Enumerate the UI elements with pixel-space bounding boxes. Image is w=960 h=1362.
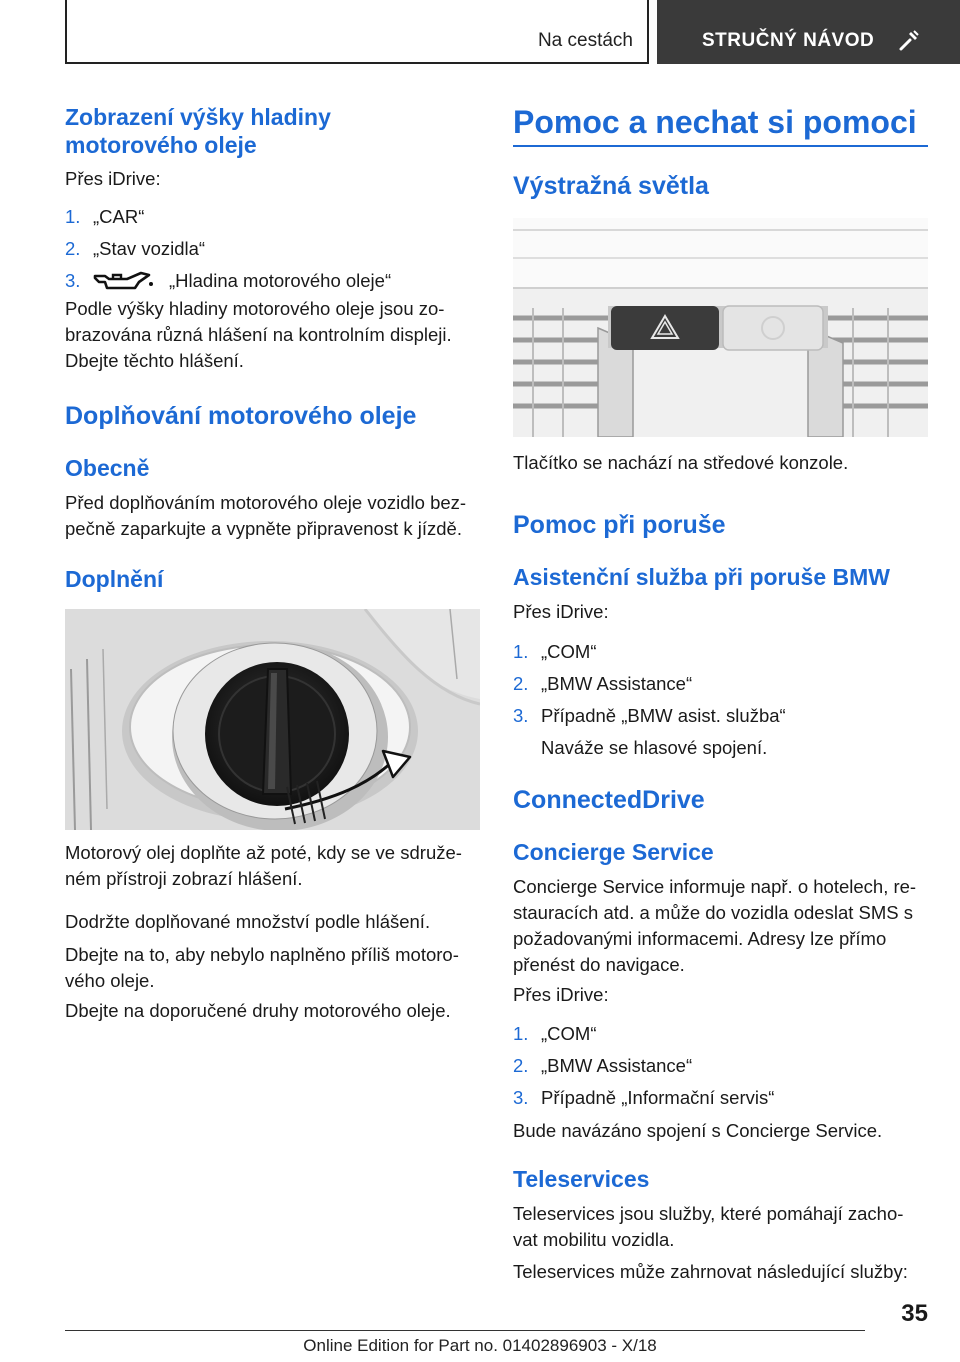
step-number: 1.: [65, 206, 81, 227]
oil-level-steps: [65, 204, 480, 300]
via-idrive-text: Přes iDrive:: [513, 984, 609, 1005]
oil-level-heading: [65, 103, 331, 159]
hazard-button-figure: [513, 218, 928, 437]
paragraph-line: vat mobilitu vozidla.: [513, 1229, 675, 1250]
section-title: Na cestách: [537, 30, 633, 51]
paragraph-line: ném přístroji zobrazí hlášení.: [65, 868, 303, 889]
hazard-button-illustration: [513, 218, 928, 437]
wrench-icon: [897, 28, 921, 52]
list-item: [513, 671, 928, 697]
list-item: [513, 1053, 928, 1079]
step-text: „BMW Assistance“: [541, 1055, 693, 1076]
step-text: „Stav vozidla“: [93, 238, 206, 259]
oil-level-heading-line2: motorového oleje: [65, 132, 257, 158]
oil-level-heading-line1: Zobrazení výšky hladiny: [65, 104, 331, 130]
step-text: „COM“: [541, 1023, 597, 1044]
oil-type-text: Dbejte na doporučené druhy motorového oleje.: [65, 1000, 451, 1021]
concierge-paragraph: [513, 874, 916, 978]
overfill-warning-text: [65, 942, 459, 994]
refill-caption: [65, 840, 462, 892]
oil-filler-cap-illustration: [65, 609, 480, 830]
step-number: 2.: [513, 673, 529, 694]
step-text: „BMW Assistance“: [541, 673, 693, 694]
paragraph-line: Dbejte na to, aby nebylo naplněno příliš motoro-: [65, 944, 459, 965]
step-number: 3.: [513, 705, 529, 726]
paragraph-line: pečně zaparkujte a vypněte připravenost k jízdě.: [65, 518, 462, 539]
teleservices-paragraph: [513, 1201, 903, 1253]
refill-quantity-text: Dodržte doplňované množství podle hlášení.: [65, 911, 431, 932]
section-tab: [65, 0, 649, 64]
paragraph-line: brazována různá hlášení na kontrolním displeji.: [65, 324, 452, 345]
refill-heading: Doplnění: [65, 566, 164, 592]
teleservices-heading: Teleservices: [513, 1166, 650, 1192]
paragraph-line: stauracích atd. a může do vozidla odeslat SMS s: [513, 902, 914, 923]
teleservices-list-intro: Teleservices může zahrnovat následující služby:: [513, 1261, 908, 1282]
oil-filler-cap-figure: [65, 609, 480, 830]
page-number: 35: [901, 1300, 928, 1327]
oil-level-paragraph: [65, 296, 452, 374]
list-item: [65, 236, 480, 262]
paragraph-line: požadovanými informacemi. Adresy lze přímo: [513, 928, 887, 949]
paragraph-line: Motorový olej doplňte až poté, kdy se ve sdruže-: [65, 842, 462, 863]
step-number: 1.: [513, 641, 529, 662]
step-text: „COM“: [541, 641, 597, 662]
step-number: 2.: [513, 1055, 529, 1076]
paragraph-line: vého oleje.: [65, 970, 155, 991]
paragraph-line: Teleservices jsou služby, které pomáhají zacho-: [513, 1203, 904, 1224]
step-text: „CAR“: [93, 206, 145, 227]
step-number: 3.: [65, 270, 81, 291]
guide-tab: [657, 0, 960, 64]
voice-connection-note: Naváže se hlasové spojení.: [541, 737, 768, 758]
general-heading: Obecně: [65, 455, 150, 481]
help-main-heading: Pomoc a nechat si pomoci: [513, 104, 917, 140]
page-header: [0, 0, 960, 66]
list-item: [513, 703, 928, 729]
heading-divider: [513, 145, 928, 147]
list-item: [65, 204, 480, 230]
step-text: „Hladina motorového oleje“: [169, 270, 392, 291]
step-number: 2.: [65, 238, 81, 259]
list-item: [513, 1085, 928, 1111]
concierge-connection-text: Bude navázáno spojení s Concierge Service.: [513, 1120, 883, 1141]
step-text: Případně „Informační servis“: [541, 1087, 775, 1108]
step-text: Případně „BMW asist. služba“: [541, 705, 786, 726]
paragraph-line: přenést do navigace.: [513, 954, 685, 975]
connecteddrive-heading: ConnectedDrive: [513, 786, 705, 814]
paragraph-line: Podle výšky hladiny motorového oleje jsou zo-: [65, 298, 445, 319]
paragraph-line: Před doplňováním motorového oleje vozidlo bez-: [65, 492, 467, 513]
hazard-button-caption: Tlačítko se nachází na středové konzole.: [513, 452, 849, 473]
breakdown-steps: [513, 639, 928, 735]
concierge-steps: [513, 1021, 928, 1117]
paragraph-line: Dbejte těchto hlášení.: [65, 350, 244, 371]
bmw-assist-heading: Asistenční služba při poruše BMW: [513, 564, 890, 590]
footer-divider: [65, 1330, 865, 1331]
via-idrive-text: Přes iDrive:: [513, 601, 609, 622]
paragraph-line: Concierge Service informuje např. o hotelech, re-: [513, 876, 917, 897]
list-item: [513, 1021, 928, 1047]
oil-refill-heading: Doplňování motorového oleje: [65, 402, 417, 430]
edition-footer: Online Edition for Part no. 01402896903 - X/18: [303, 1336, 657, 1355]
step-number: 1.: [513, 1023, 529, 1044]
hazard-lights-heading: Výstražná světla: [513, 172, 709, 200]
list-item: [513, 639, 928, 665]
via-idrive-text: Přes iDrive:: [65, 168, 161, 189]
breakdown-help-heading: Pomoc při poruše: [513, 511, 726, 539]
guide-title: STRUČNÝ NÁVOD: [702, 30, 875, 51]
oil-can-icon: [93, 270, 155, 292]
concierge-heading: Concierge Service: [513, 839, 714, 865]
step-number: 3.: [513, 1087, 529, 1108]
general-paragraph: [65, 490, 466, 542]
list-item: [65, 268, 480, 294]
